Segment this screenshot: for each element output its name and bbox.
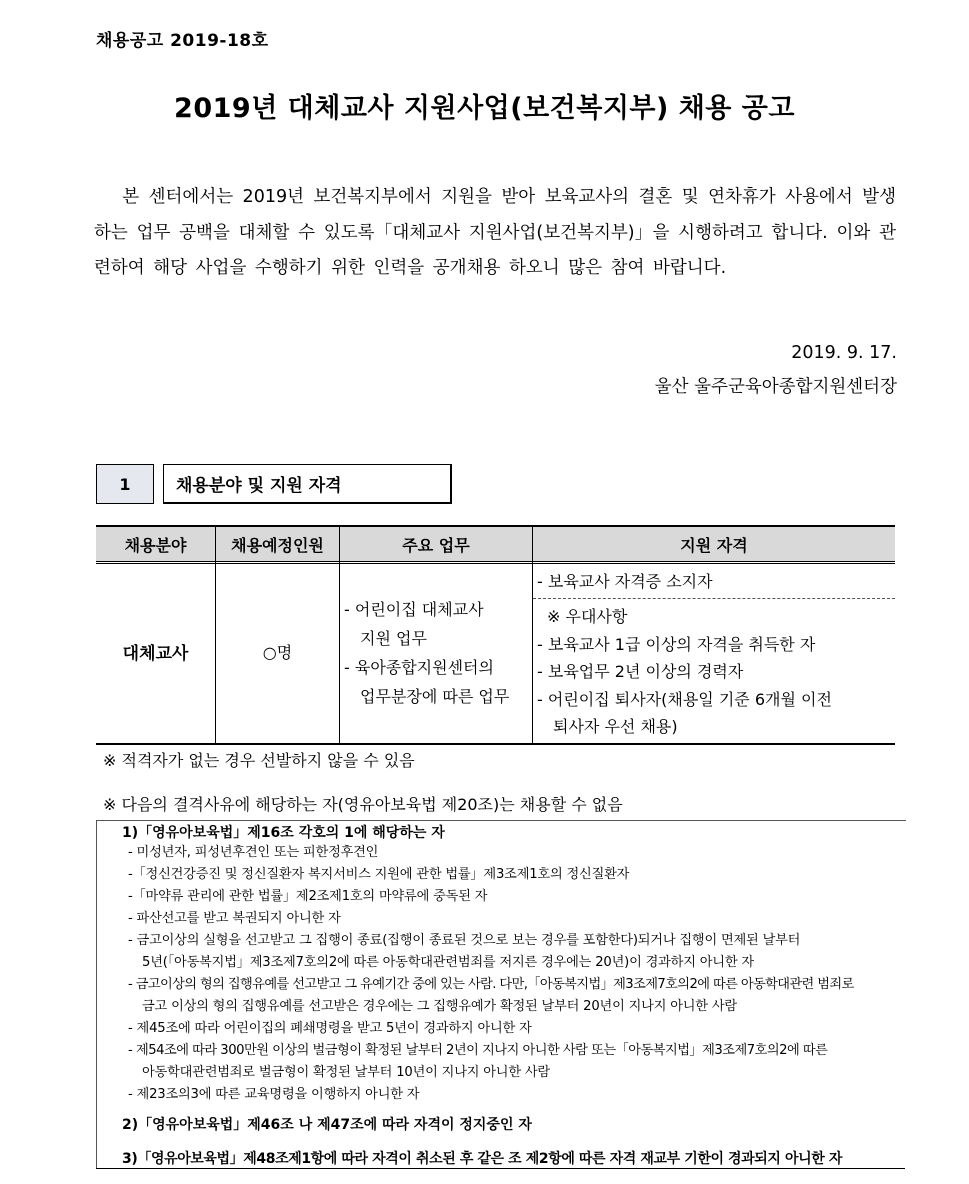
cell-preferences	[537, 603, 893, 741]
pref-line: - 보육업무 2년 이상의 경력자	[537, 662, 744, 681]
list-item: - 금고이상의 실형을 선고받고 그 집행이 종료(집행이 종료된 것으로 보는 경우를 포함한다)되거나 집행이 면제된 날부터	[128, 933, 801, 948]
cell-field: 대체교사	[122, 644, 189, 664]
notice-date: 2019. 9. 17.	[791, 343, 897, 363]
pref-title: ※ 우대사항	[547, 607, 628, 626]
list-item: - 제54조에 따라 300만원 이상의 벌금형이 확정된 날부터 2년이 지나지 아니한 사람 또는「아동복지법」제3조제7호의2에 따른	[128, 1043, 828, 1058]
cell-duties	[344, 595, 532, 711]
section-number-box: 1	[96, 464, 154, 504]
list-item: - 제23조의3에 따른 교육명령을 이행하지 아니한 자	[128, 1087, 420, 1102]
list-item: 아동학대관련범죄로 벌금형이 확정된 날부터 10년이 지나지 아니한 사람	[142, 1065, 550, 1080]
disqualification-heading-1: 1)「영유아보육법」제16조 각호의 1에 해당하는 자	[122, 825, 445, 841]
table-bottom-border	[96, 743, 895, 745]
disqualification-bottom-border	[96, 1168, 905, 1169]
list-item: - 파산선고를 받고 복권되지 아니한 자	[128, 911, 341, 926]
list-item: - 제45조에 따라 어린이집의 폐쇄명령을 받고 5년이 경과하지 아니한 자	[128, 1021, 532, 1036]
pref-line: 퇴사자 우선 채용)	[553, 717, 678, 736]
duty-line: 지원 업무	[360, 629, 427, 648]
pref-line: - 어린이집 퇴사자(채용일 기준 6개월 이전	[537, 689, 832, 709]
header-qualifications: 지원 자격	[680, 535, 748, 555]
list-item: -「정신건강증진 및 정신질환자 복지서비스 지원에 관한 법률」제3조제1호의 정신질환자	[128, 867, 630, 882]
list-item: 금고 이상의 형의 집행유예를 선고받은 경우에는 그 집행유예가 확정된 날부터 20년이 지나지 아니한 사람	[142, 999, 737, 1014]
header-duties: 주요 업무	[402, 535, 470, 555]
cell-headcount: ○명	[262, 643, 293, 662]
qual-divider	[533, 598, 895, 599]
notice-number: 채용공고 2019-18호	[96, 31, 269, 51]
note-disqualification: ※ 다음의 결격사유에 해당하는 자(영유아보육법 제20조)는 채용할 수 없음	[103, 795, 623, 814]
disqualification-heading-3: 3)「영유아보육법」제48조제1항에 따라 자격이 취소된 후 같은 조 제2항에 따른 자격 재교부 기한이 경과되지 아니한 자	[122, 1151, 842, 1167]
intro-paragraph	[94, 180, 896, 287]
pref-line: - 보육교사 1급 이상의 자격을 취득한 자	[537, 634, 816, 654]
list-item: - 미성년자, 피성년후견인 또는 피한정후견인	[128, 845, 379, 860]
disqualification-list	[128, 842, 903, 1106]
header-field: 채용분야	[124, 535, 187, 555]
list-item: -「마약류 관리에 관한 법률」제2조제1호의 마약류에 중독된 자	[128, 889, 488, 904]
organization-name: 울산 울주군육아종합지원센터장	[654, 377, 897, 397]
page-title: 2019년 대체교사 지원사업(보건복지부) 채용 공고	[174, 93, 795, 124]
list-item: - 금고이상의 형의 집행유예를 선고받고 그 유예기간 중에 있는 사람. 다만,「아동복지법」제3조제7호의2에 따른 아동학대관련 범죄로	[128, 977, 854, 992]
header-headcount: 채용예정인원	[231, 535, 324, 555]
duty-line: 업무분장에 따른 업무	[360, 687, 510, 706]
duty-line: - 어린이집 대체교사	[344, 600, 484, 619]
list-item: 5년(「아동복지법」제3조제7호의2에 따른 아동학대관련범죄를 저지른 경우에는 20년)이 경과하지 아니한 자	[142, 955, 754, 970]
cell-qual-main: - 보육교사 자격증 소지자	[537, 572, 713, 591]
note-no-candidate: ※ 적격자가 없는 경우 선발하지 않을 수 있음	[103, 751, 415, 770]
recruitment-table	[96, 525, 895, 745]
intro-text: 본 센터에서는 2019년 보건복지부에서 지원을 받아 보육교사의 결혼 및 연차휴가 사용에서 발생하는 업무 공백을 대체할 수 있도록「대체교사 지원사업(보건복지부)」을 시행하려고 합니다. 이와 관련하여 해당 사업을 수행하기 위한 인력을 공개채용 하오니 많은 참여 바랍니다.	[94, 187, 896, 278]
section-title-box: 채용분야 및 지원 자격	[163, 464, 452, 504]
disqualification-heading-2: 2)「영유아보육법」제46조 나 제47조에 따라 자격이 정지중인 자	[122, 1117, 532, 1133]
duty-line: - 육아종합지원센터의	[344, 658, 494, 677]
